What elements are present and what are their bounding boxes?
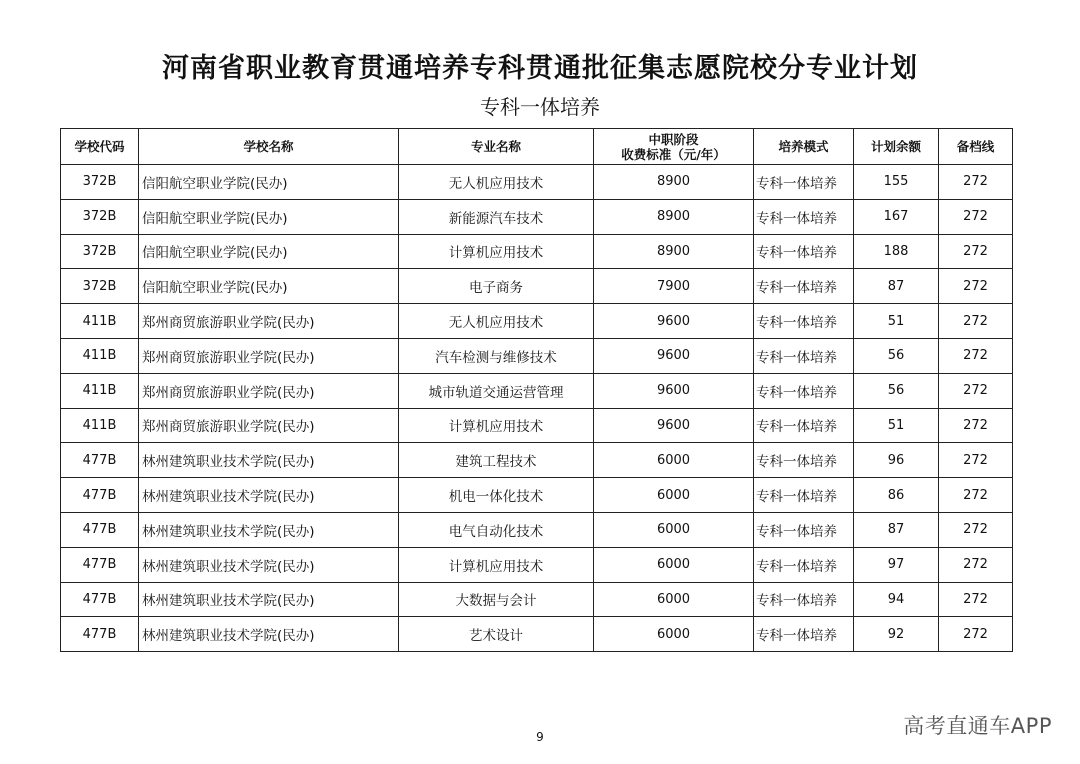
header-school-name: 学校名称 xyxy=(139,129,399,165)
cell-school-code: 411B xyxy=(61,408,139,443)
cell-fee: 9600 xyxy=(594,408,754,443)
cell-fee: 6000 xyxy=(594,512,754,547)
cell-plan-quota: 87 xyxy=(854,269,939,304)
cell-school-name: 信阳航空职业学院(民办) xyxy=(139,165,399,200)
cell-school-code: 372B xyxy=(61,165,139,200)
cell-school-name: 郑州商贸旅游职业学院(民办) xyxy=(139,373,399,408)
cell-school-name: 林州建筑职业技术学院(民办) xyxy=(139,443,399,478)
cell-plan-quota: 87 xyxy=(854,512,939,547)
table-row xyxy=(61,582,1013,617)
cell-filing-score: 272 xyxy=(939,234,1013,269)
cell-training-mode: 专科一体培养 xyxy=(754,269,854,304)
cell-school-code: 411B xyxy=(61,304,139,339)
cell-fee: 9600 xyxy=(594,338,754,373)
table-row xyxy=(61,234,1013,269)
cell-fee: 6000 xyxy=(594,547,754,582)
table-row xyxy=(61,547,1013,582)
cell-training-mode: 专科一体培养 xyxy=(754,443,854,478)
cell-school-name: 林州建筑职业技术学院(民办) xyxy=(139,547,399,582)
cell-school-name: 林州建筑职业技术学院(民办) xyxy=(139,512,399,547)
cell-filing-score: 272 xyxy=(939,443,1013,478)
cell-school-code: 372B xyxy=(61,199,139,234)
cell-training-mode: 专科一体培养 xyxy=(754,512,854,547)
cell-school-name: 信阳航空职业学院(民办) xyxy=(139,269,399,304)
cell-school-name: 郑州商贸旅游职业学院(民办) xyxy=(139,408,399,443)
cell-fee: 6000 xyxy=(594,582,754,617)
cell-training-mode: 专科一体培养 xyxy=(754,408,854,443)
cell-major-name: 汽车检测与维修技术 xyxy=(399,338,594,373)
cell-plan-quota: 51 xyxy=(854,408,939,443)
table-row xyxy=(61,617,1013,652)
cell-school-name: 林州建筑职业技术学院(民办) xyxy=(139,582,399,617)
header-fee-line2: 收费标准（元/年） xyxy=(621,146,726,162)
cell-major-name: 新能源汽车技术 xyxy=(399,199,594,234)
cell-major-name: 机电一体化技术 xyxy=(399,478,594,513)
table-row xyxy=(61,408,1013,443)
cell-school-code: 477B xyxy=(61,443,139,478)
cell-training-mode: 专科一体培养 xyxy=(754,165,854,200)
cell-filing-score: 272 xyxy=(939,373,1013,408)
cell-school-name: 信阳航空职业学院(民办) xyxy=(139,234,399,269)
table-body xyxy=(61,165,1013,652)
cell-filing-score: 272 xyxy=(939,617,1013,652)
cell-major-name: 城市轨道交通运营管理 xyxy=(399,373,594,408)
plan-table xyxy=(60,128,1013,652)
cell-plan-quota: 51 xyxy=(854,304,939,339)
header-training-mode: 培养模式 xyxy=(754,129,854,165)
cell-training-mode: 专科一体培养 xyxy=(754,582,854,617)
table-row xyxy=(61,512,1013,547)
cell-fee: 6000 xyxy=(594,478,754,513)
cell-filing-score: 272 xyxy=(939,199,1013,234)
table-row xyxy=(61,199,1013,234)
cell-major-name: 计算机应用技术 xyxy=(399,408,594,443)
cell-filing-score: 272 xyxy=(939,582,1013,617)
page-title: 河南省职业教育贯通培养专科贯通批征集志愿院校分专业计划 xyxy=(162,53,918,84)
cell-filing-score: 272 xyxy=(939,304,1013,339)
cell-plan-quota: 86 xyxy=(854,478,939,513)
cell-school-code: 411B xyxy=(61,373,139,408)
table-row xyxy=(61,269,1013,304)
cell-major-name: 无人机应用技术 xyxy=(399,165,594,200)
cell-school-code: 477B xyxy=(61,582,139,617)
cell-school-code: 477B xyxy=(61,547,139,582)
watermark: 高考直通车APP xyxy=(903,714,1052,738)
cell-major-name: 电子商务 xyxy=(399,269,594,304)
cell-major-name: 计算机应用技术 xyxy=(399,547,594,582)
cell-training-mode: 专科一体培养 xyxy=(754,373,854,408)
cell-school-name: 林州建筑职业技术学院(民办) xyxy=(139,478,399,513)
cell-major-name: 艺术设计 xyxy=(399,617,594,652)
cell-major-name: 电气自动化技术 xyxy=(399,512,594,547)
cell-fee: 6000 xyxy=(594,617,754,652)
cell-school-code: 477B xyxy=(61,478,139,513)
cell-plan-quota: 94 xyxy=(854,582,939,617)
cell-school-name: 郑州商贸旅游职业学院(民办) xyxy=(139,304,399,339)
cell-major-name: 大数据与会计 xyxy=(399,582,594,617)
cell-filing-score: 272 xyxy=(939,165,1013,200)
cell-school-name: 林州建筑职业技术学院(民办) xyxy=(139,617,399,652)
header-filing-score: 备档线 xyxy=(939,129,1013,165)
cell-plan-quota: 97 xyxy=(854,547,939,582)
cell-filing-score: 272 xyxy=(939,478,1013,513)
cell-school-code: 477B xyxy=(61,617,139,652)
cell-school-code: 372B xyxy=(61,269,139,304)
cell-fee: 8900 xyxy=(594,165,754,200)
cell-fee: 7900 xyxy=(594,269,754,304)
cell-fee: 9600 xyxy=(594,304,754,339)
cell-school-name: 郑州商贸旅游职业学院(民办) xyxy=(139,338,399,373)
cell-plan-quota: 92 xyxy=(854,617,939,652)
table-row xyxy=(61,373,1013,408)
table-row xyxy=(61,478,1013,513)
table-row xyxy=(61,443,1013,478)
cell-filing-score: 272 xyxy=(939,269,1013,304)
cell-fee: 8900 xyxy=(594,234,754,269)
cell-fee: 8900 xyxy=(594,199,754,234)
cell-training-mode: 专科一体培养 xyxy=(754,199,854,234)
table-row xyxy=(61,338,1013,373)
table-row xyxy=(61,165,1013,200)
cell-plan-quota: 56 xyxy=(854,338,939,373)
page-subtitle: 专科一体培养 xyxy=(480,95,600,119)
cell-major-name: 计算机应用技术 xyxy=(399,234,594,269)
cell-training-mode: 专科一体培养 xyxy=(754,304,854,339)
page-number: 9 xyxy=(536,730,544,744)
cell-school-name: 信阳航空职业学院(民办) xyxy=(139,199,399,234)
cell-plan-quota: 56 xyxy=(854,373,939,408)
cell-school-code: 372B xyxy=(61,234,139,269)
cell-school-code: 477B xyxy=(61,512,139,547)
cell-training-mode: 专科一体培养 xyxy=(754,617,854,652)
table-row xyxy=(61,304,1013,339)
cell-major-name: 建筑工程技术 xyxy=(399,443,594,478)
header-school-code: 学校代码 xyxy=(61,129,139,165)
header-fee-standard xyxy=(594,129,754,165)
cell-fee: 6000 xyxy=(594,443,754,478)
cell-plan-quota: 188 xyxy=(854,234,939,269)
header-plan-quota: 计划余额 xyxy=(854,129,939,165)
cell-training-mode: 专科一体培养 xyxy=(754,234,854,269)
cell-plan-quota: 96 xyxy=(854,443,939,478)
header-major-name: 专业名称 xyxy=(399,129,594,165)
cell-major-name: 无人机应用技术 xyxy=(399,304,594,339)
cell-filing-score: 272 xyxy=(939,338,1013,373)
cell-training-mode: 专科一体培养 xyxy=(754,338,854,373)
cell-filing-score: 272 xyxy=(939,547,1013,582)
cell-filing-score: 272 xyxy=(939,512,1013,547)
table-header-row xyxy=(61,129,1013,165)
cell-filing-score: 272 xyxy=(939,408,1013,443)
cell-training-mode: 专科一体培养 xyxy=(754,478,854,513)
cell-plan-quota: 167 xyxy=(854,199,939,234)
header-fee-line1: 中职阶段 xyxy=(648,131,699,147)
cell-fee: 9600 xyxy=(594,373,754,408)
cell-plan-quota: 155 xyxy=(854,165,939,200)
cell-training-mode: 专科一体培养 xyxy=(754,547,854,582)
cell-school-code: 411B xyxy=(61,338,139,373)
